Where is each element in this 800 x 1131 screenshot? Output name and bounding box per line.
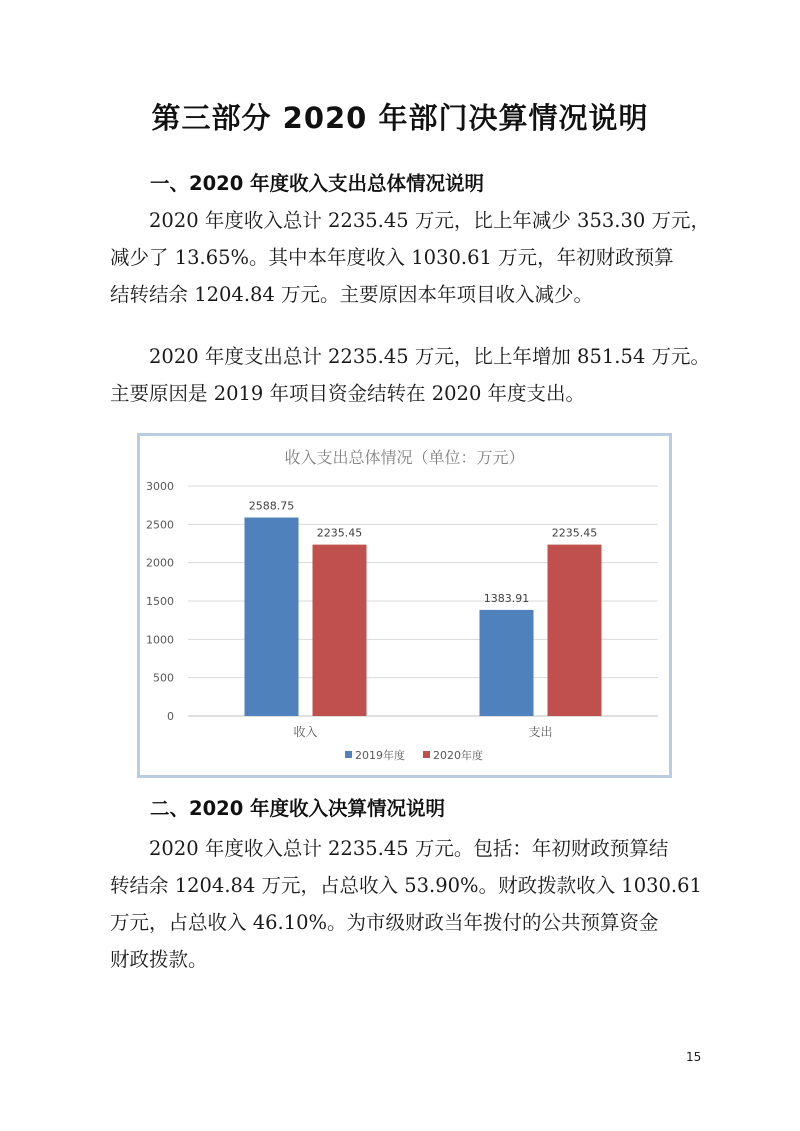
data-label: 1383.91 — [483, 591, 530, 605]
paragraph-expense-summary — [110, 338, 710, 412]
chart-canvas — [140, 436, 669, 775]
paragraph-income-summary — [110, 202, 710, 313]
y-tick-label: 1500 — [146, 595, 174, 608]
page-title: 第三部分 2020 年部门决算情况说明 — [151, 101, 649, 135]
y-tick-label: 500 — [153, 671, 174, 685]
chart-legend — [345, 748, 483, 762]
paragraph-line: 财政拨款。 — [110, 948, 208, 971]
x-tick-label: 收入 — [293, 725, 318, 739]
legend-label: 2020年度 — [433, 749, 483, 762]
paragraph-line: 万元，占总收入 46.10%。为市级财政当年拨付的公共预算资金 — [110, 911, 659, 934]
legend-swatch — [345, 751, 352, 758]
paragraph-line: 减少了 13.65%。其中本年度收入 1030.61 万元，年初财政预算 — [110, 246, 674, 269]
chart-bars — [245, 518, 602, 716]
section-heading-overall: 一、2020 年度收入支出总体情况说明 — [150, 172, 485, 195]
paragraph-line: 结转结余 1204.84 万元。主要原因本年项目收入减少。 — [110, 283, 594, 306]
section-heading-income: 二、2020 年度收入决算情况说明 — [150, 797, 446, 820]
y-tick-label: 3000 — [146, 480, 174, 493]
y-tick-label: 2000 — [146, 556, 174, 570]
paragraph-line: 转结余 1204.84 万元，占总收入 53.90%。财政拨款收入 1030.61 — [110, 874, 702, 897]
chart-title: 收入支出总体情况（单位：万元） — [284, 448, 525, 467]
legend-label: 2019年度 — [355, 749, 405, 762]
data-label: 2588.75 — [248, 499, 295, 513]
bar — [245, 518, 299, 716]
legend-swatch — [423, 751, 430, 758]
x-tick-label: 支出 — [528, 725, 553, 739]
y-tick-label: 0 — [167, 710, 174, 723]
paragraph-line: 主要原因是 2019 年项目资金结转在 2020 年度支出。 — [110, 382, 586, 405]
bar — [480, 610, 534, 716]
paragraph-income-detail — [110, 830, 700, 978]
paragraph-line: 2020 年度支出总计 2235.45 万元，比上年增加 851.54 万元。 — [149, 345, 710, 368]
y-tick-label: 2500 — [146, 518, 174, 532]
data-label: 2235.45 — [551, 526, 598, 540]
y-tick-label: 1000 — [146, 633, 174, 647]
data-label: 2235.45 — [316, 526, 363, 540]
income-expense-chart — [137, 433, 672, 778]
page-number: 15 — [686, 1050, 702, 1064]
paragraph-line: 2020 年度收入总计 2235.45 万元。包括：年初财政预算结 — [149, 837, 669, 860]
bar — [548, 545, 602, 716]
paragraph-line: 2020 年度收入总计 2235.45 万元，比上年减少 353.30 万元， — [149, 209, 710, 232]
bar — [313, 545, 367, 716]
